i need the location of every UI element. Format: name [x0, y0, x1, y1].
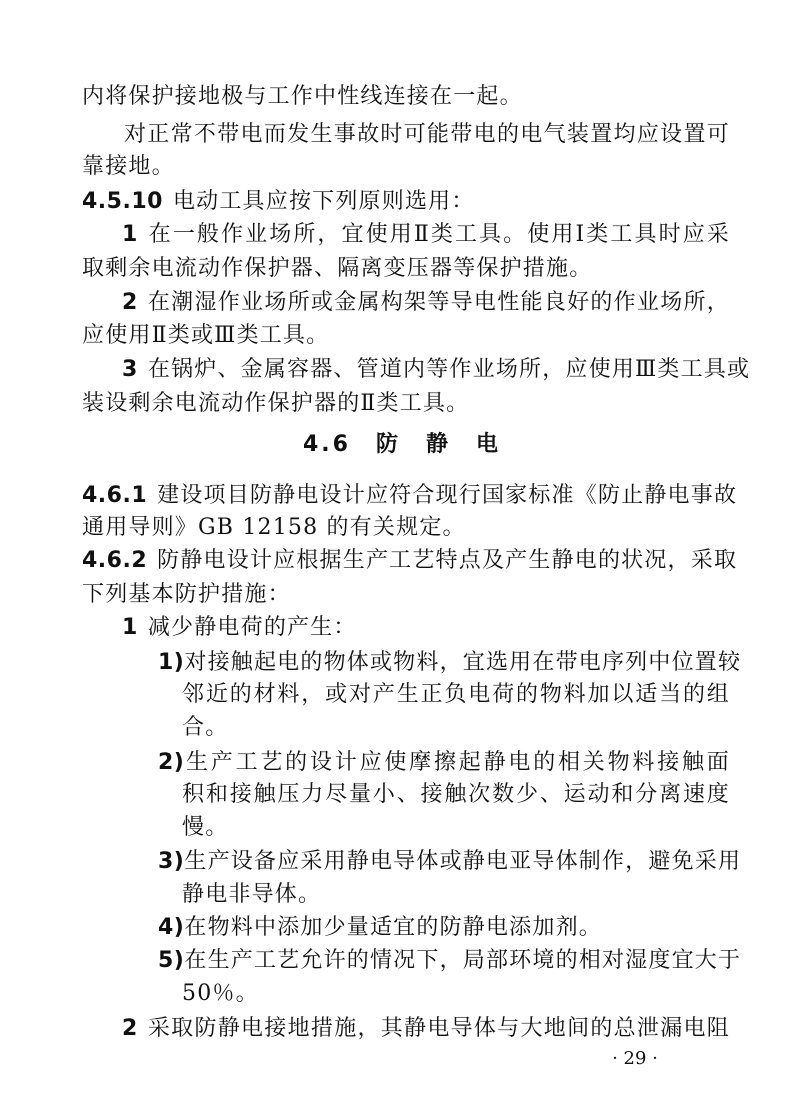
clause-4-6-1 [82, 481, 738, 511]
sub-item-3 [158, 847, 742, 877]
sub-item-4 [158, 913, 730, 943]
section-heading: 4.6 防 静 电 [303, 432, 501, 457]
page-number: · 29 · [612, 1048, 658, 1069]
clause-number: 4.6.1 [82, 483, 148, 508]
item-text: 采取防静电接地措施，其静电导体与大地间的总泄漏电阻 [147, 1016, 730, 1041]
clause-number: 4.6.2 [82, 548, 148, 573]
sub-item-text: 在生产工艺允许的情况下，局部环境的相对湿度宜大于 [184, 948, 742, 973]
clause-number: 4.5.10 [82, 189, 163, 214]
item-text: 在一般作业场所，宜使用Ⅱ类工具。使用Ⅰ类工具时应采 [147, 222, 730, 247]
sub-item-5 [158, 946, 742, 976]
sub-item-text: 在物料中添加少量适宜的防静电添加剂。 [184, 915, 602, 940]
clause-text: 电动工具应按下列原则选用： [172, 189, 475, 214]
sub-item-number: 5) [158, 948, 185, 973]
body-line: 50％。 [182, 981, 259, 1006]
body-line: 对正常不带电而发生事故时可能带电的电气装置均应设置可 [124, 122, 730, 147]
sub-item-2 [158, 748, 730, 778]
list-item-1 [122, 220, 730, 250]
body-line: 应使用Ⅱ类或Ⅲ类工具。 [82, 323, 330, 348]
sub-item-number: 4) [158, 915, 185, 940]
item-text: 在潮湿作业场所或金属构架等导电性能良好的作业场所， [147, 290, 730, 315]
clause-text: 建设项目防静电设计应符合现行国家标准《防止静电事故 [157, 483, 738, 508]
body-line: 下列基本防护措施： [82, 582, 291, 607]
list-item-3 [122, 355, 751, 385]
clause-4-6-2 [82, 546, 738, 576]
body-line: 装设剩余电流动作保护器的Ⅱ类工具。 [82, 391, 470, 416]
sub-item-number: 3) [158, 849, 185, 874]
list-item-2 [122, 288, 730, 318]
body-line: 取剩余电流动作保护器、隔离变压器等保护措施。 [82, 256, 593, 281]
sub-item-text: 生产工艺的设计应使摩擦起静电的相关物料接触面 [184, 750, 730, 775]
item-number: 1 [122, 615, 138, 640]
measure-item-1 [122, 613, 730, 643]
body-line: 静电非导体。 [182, 882, 322, 907]
body-line: 靠接地。 [82, 154, 175, 179]
item-number: 2 [122, 290, 138, 315]
item-number: 2 [122, 1016, 138, 1041]
body-line: 合。 [182, 715, 229, 740]
item-text: 在锅炉、金属容器、管道内等作业场所，应使用Ⅲ类工具或 [147, 357, 751, 382]
clause-4-5-10 [82, 187, 732, 217]
item-text: 减少静电荷的产生： [147, 615, 357, 640]
sub-item-text: 生产设备应采用静电导体或静电亚导体制作，避免采用 [184, 849, 742, 874]
item-number: 1 [122, 222, 138, 247]
sub-item-1 [158, 648, 742, 678]
body-line: 慢。 [182, 815, 229, 840]
body-line: 内将保护接地极与工作中性线连接在一起。 [82, 84, 523, 109]
sub-item-number: 1) [158, 650, 185, 675]
sub-item-text: 对接触起电的物体或物料，宜选用在带电序列中位置较 [184, 650, 742, 675]
body-line: 邻近的材料，或对产生正负电荷的物料加以适当的组 [182, 682, 730, 707]
body-line: 积和接触压力尽量小、接触次数少、运动和分离速度 [182, 782, 730, 807]
sub-item-number: 2) [158, 750, 185, 775]
measure-item-2 [122, 1014, 730, 1044]
item-number: 3 [122, 357, 138, 382]
clause-text: 防静电设计应根据生产工艺特点及产生静电的状况，采取 [157, 548, 738, 573]
body-line: 通用导则》GB 12158 的有关规定。 [82, 515, 466, 540]
